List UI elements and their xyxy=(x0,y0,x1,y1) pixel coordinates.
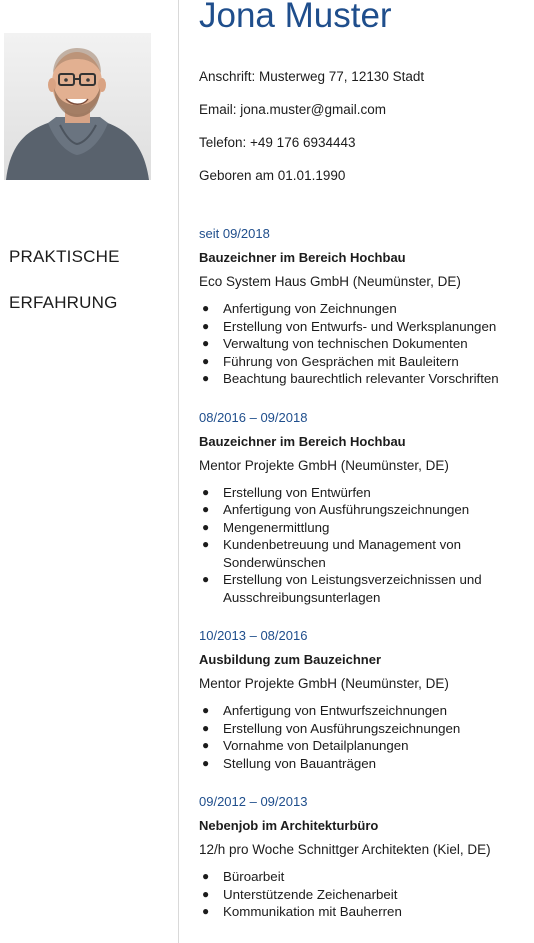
bullet-icon: ● xyxy=(202,755,210,770)
task-item xyxy=(199,335,534,353)
task-text: Unterstützende Zeichenarbeit xyxy=(223,886,398,902)
bullet-icon: ● xyxy=(202,484,210,499)
task-text: Erstellung von Entwurfs- und Werksplanungen xyxy=(223,318,497,334)
task-item xyxy=(199,720,534,738)
column-divider xyxy=(178,0,179,943)
entry-role: Ausbildung zum Bauzeichner xyxy=(199,652,382,667)
contact-phone: Telefon: +49 176 6934443 xyxy=(199,135,356,150)
task-item xyxy=(199,370,534,388)
task-list xyxy=(199,300,534,388)
bullet-icon: ● xyxy=(202,353,210,368)
task-text: Erstellung von Entwürfen xyxy=(223,484,371,500)
task-text: Stellung von Bauanträgen xyxy=(223,755,377,771)
task-item xyxy=(199,484,534,502)
bullet-icon: ● xyxy=(202,720,210,735)
task-item xyxy=(199,501,534,519)
experience-list xyxy=(199,226,534,943)
contact-block xyxy=(199,69,424,201)
task-item xyxy=(199,903,534,921)
task-text: Mengenermittlung xyxy=(223,519,330,535)
task-text: Führung von Gesprächen mit Bauleitern xyxy=(223,353,459,369)
person-portrait-icon xyxy=(4,33,151,180)
contact-birthdate: Geboren am 01.01.1990 xyxy=(199,168,346,183)
entry-date: 08/2016 – 09/2018 xyxy=(199,409,308,425)
bullet-icon: ● xyxy=(202,904,210,918)
entry-company: Eco System Haus GmbH (Neumünster, DE) xyxy=(199,274,461,289)
task-text: Beachtung baurechtlich relevanter Vorschriften xyxy=(223,371,499,386)
task-item xyxy=(199,755,534,773)
experience-entry xyxy=(199,628,534,772)
experience-entry xyxy=(199,410,534,607)
task-item xyxy=(199,536,534,571)
bullet-icon: ● xyxy=(202,519,210,534)
bullet-icon: ● xyxy=(202,318,210,333)
contact-email: Email: jona.muster@gmail.com xyxy=(199,102,387,117)
entry-date: 10/2013 – 08/2016 xyxy=(199,628,308,643)
entry-company: 12/h pro Woche Schnittger Architekten (Kiel, DE) xyxy=(199,842,491,857)
task-item xyxy=(199,353,534,371)
task-text: Anfertigung von Entwurfszeichnungen xyxy=(223,703,447,718)
bullet-icon: ● xyxy=(202,371,210,385)
entry-date: seit 09/2018 xyxy=(199,226,270,241)
task-item xyxy=(199,519,534,537)
task-item xyxy=(199,737,534,755)
task-text: Kundenbetreuung und Management von Sonderwünschen xyxy=(223,537,462,570)
profile-photo xyxy=(4,33,151,180)
task-list xyxy=(199,702,534,772)
bullet-icon: ● xyxy=(202,336,210,350)
entry-role: Bauzeichner im Bereich Hochbau xyxy=(199,250,406,265)
task-item xyxy=(199,318,534,336)
bullet-icon: ● xyxy=(202,502,210,516)
bullet-icon: ● xyxy=(202,301,210,315)
contact-address: Anschrift: Musterweg 77, 12130 Stadt xyxy=(199,69,425,84)
task-item xyxy=(199,868,534,886)
bullet-icon: ● xyxy=(202,572,210,586)
task-item xyxy=(199,702,534,720)
section-title-line: PRAKTISCHE xyxy=(9,247,120,266)
task-text: Anfertigung von Ausführungszeichnungen xyxy=(223,502,470,517)
section-title-line: ERFAHRUNG xyxy=(9,293,118,312)
experience-entry xyxy=(199,794,534,921)
task-item xyxy=(199,571,534,606)
entry-role: Nebenjob im Architekturbüro xyxy=(199,818,379,833)
person-name: Jona Muster xyxy=(199,0,392,35)
bullet-icon: ● xyxy=(202,703,210,717)
bullet-icon: ● xyxy=(202,738,210,752)
task-text: Erstellung von Leistungsverzeichnissen und Ausschreibungsunterlagen xyxy=(223,572,482,605)
bullet-icon: ● xyxy=(202,537,210,551)
task-item xyxy=(199,300,534,318)
entry-company: Mentor Projekte GmbH (Neumünster, DE) xyxy=(199,457,449,473)
task-text: Kommunikation mit Bauherren xyxy=(223,904,402,919)
task-list xyxy=(199,484,534,607)
task-text: Verwaltung von technischen Dokumenten xyxy=(223,336,468,351)
entry-company: Mentor Projekte GmbH (Neumünster, DE) xyxy=(199,676,449,691)
experience-entry xyxy=(199,226,534,388)
task-item xyxy=(199,886,534,904)
entry-date: 09/2012 – 09/2013 xyxy=(199,794,308,809)
task-text: Erstellung von Ausführungszeichnungen xyxy=(223,720,461,736)
entry-role: Bauzeichner im Bereich Hochbau xyxy=(199,433,406,449)
task-text: Anfertigung von Zeichnungen xyxy=(223,301,397,316)
bullet-icon: ● xyxy=(202,886,210,901)
task-list xyxy=(199,868,534,921)
section-title-experience xyxy=(9,222,120,337)
task-text: Vornahme von Detailplanungen xyxy=(223,738,409,753)
bullet-icon: ● xyxy=(202,869,210,883)
task-text: Büroarbeit xyxy=(223,869,285,884)
